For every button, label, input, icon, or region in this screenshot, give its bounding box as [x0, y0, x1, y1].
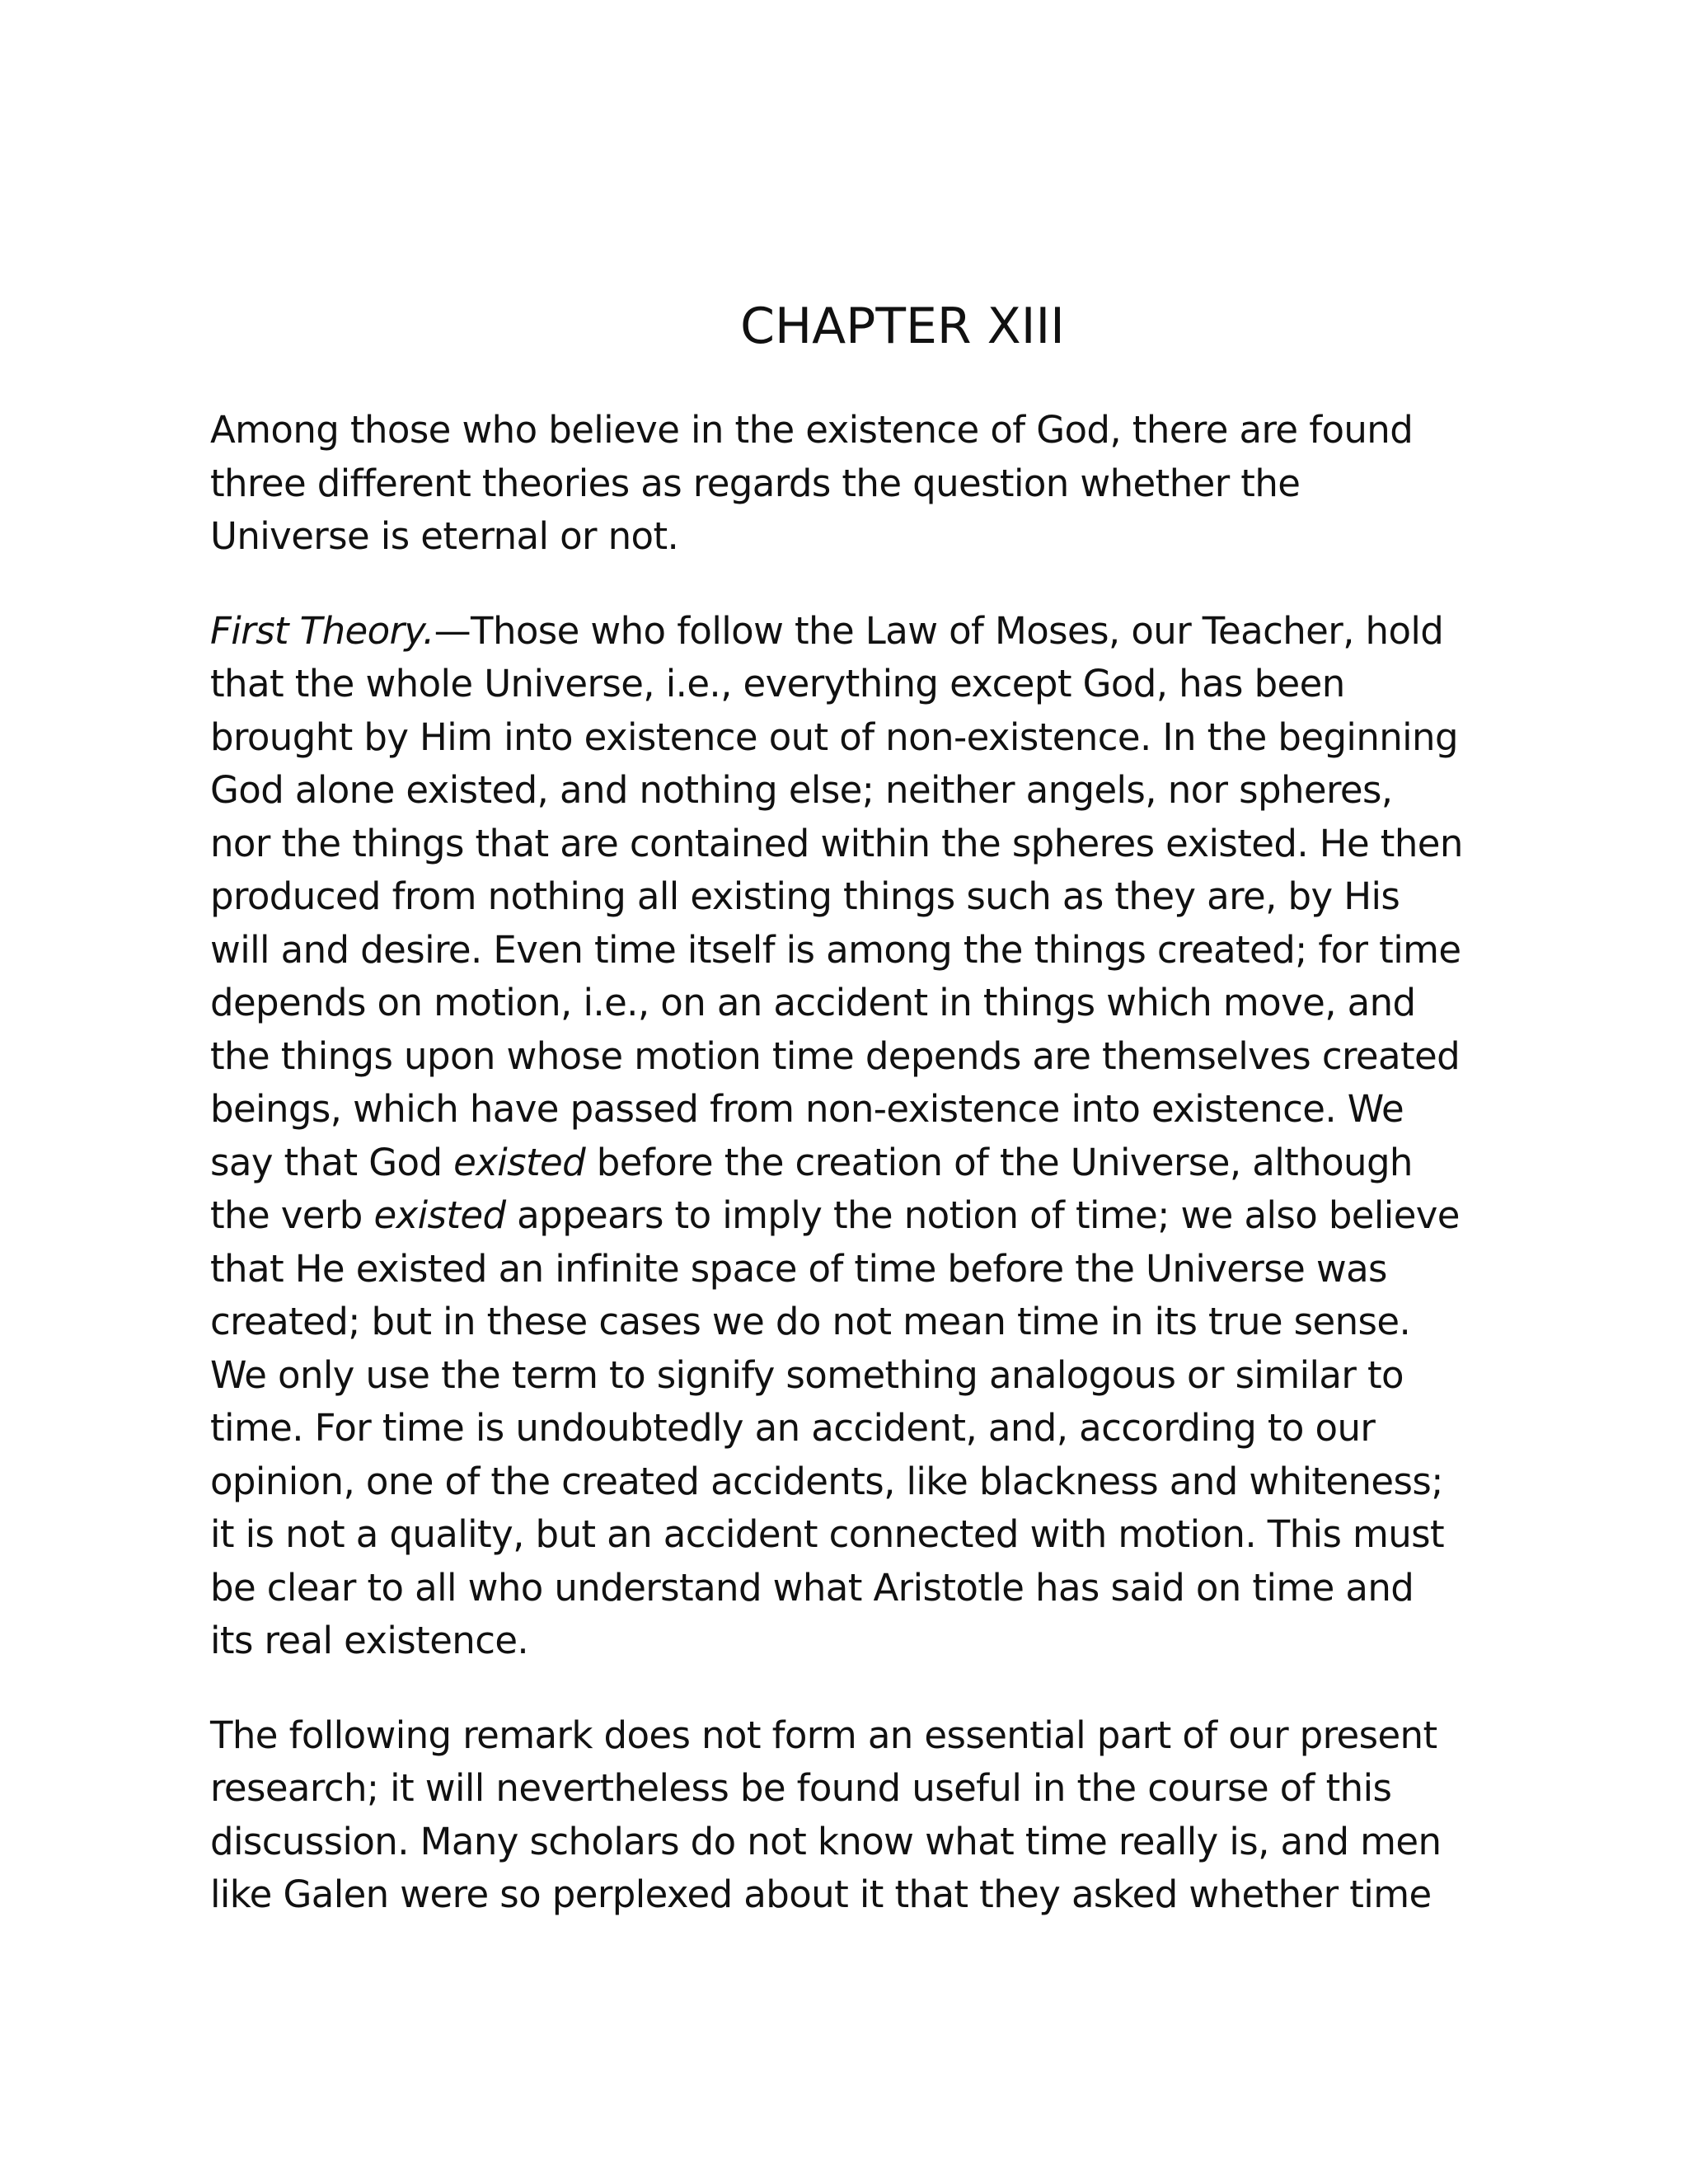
first-theory-heading: First Theory.: [210, 608, 434, 653]
text-line: it is not a quality, but an accident connected with motion. This must: [210, 1512, 1445, 1556]
text-line: three different theories as regards the question whether the: [210, 461, 1301, 505]
text-line: nor the things that are contained within the spheres existed. He then: [210, 821, 1463, 865]
document-page: [210, 297, 1496, 1963]
paragraph-first-theory: [210, 605, 1496, 1668]
text-line: brought by Him into existence out of non-existence. In the beginning: [210, 715, 1458, 759]
text-line: be clear to all who understand what Aristotle has said on time and: [210, 1565, 1414, 1610]
paragraph-remark: [210, 1709, 1496, 1922]
text-line: will and desire. Even time itself is among the things created; for time: [210, 927, 1461, 972]
chapter-title: CHAPTER XIII: [740, 298, 1065, 355]
text-line: produced from nothing all existing things such as they are, by His: [210, 874, 1400, 918]
text-line: research; it will nevertheless be found useful in the course of this: [210, 1766, 1392, 1810]
paragraph-intro: [210, 404, 1496, 564]
text-line: that He existed an infinite space of time before the Universe was: [210, 1246, 1387, 1291]
text-line: its real existence.: [210, 1619, 529, 1662]
text-line: The following remark does not form an essential part of our present: [210, 1713, 1437, 1757]
italic-word: existed: [453, 1140, 586, 1184]
text-line: Universe is eternal or not.: [210, 514, 679, 558]
text-line: that the whole Universe, i.e., everything except God, has been: [210, 662, 1345, 705]
text-line: like Galen were so perplexed about it that they asked whether time: [210, 1872, 1432, 1916]
text-line: God alone existed, and nothing else; neither angels, nor spheres,: [210, 768, 1393, 812]
text-line: the things upon whose motion time depends are themselves created: [210, 1033, 1461, 1078]
text-line: [210, 1137, 1496, 1190]
italic-word: existed: [373, 1193, 506, 1237]
text-line: Among those who believe in the existence of God, there are found: [210, 408, 1414, 452]
text-segment: the verb: [210, 1193, 374, 1237]
text-segment: before the creation of the Universe, although: [585, 1140, 1413, 1184]
text-line: depends on motion, i.e., on an accident in things which move, and: [210, 981, 1416, 1024]
text-line: We only use the term to signify something analogous or similar to: [210, 1352, 1404, 1397]
text-segment: —Those who follow the Law of Moses, our Teacher, hold: [434, 608, 1444, 653]
text-line: beings, which have passed from non-existence into existence. We: [210, 1087, 1404, 1131]
text-line: [210, 605, 1496, 658]
text-segment: appears to imply the notion of time; we also believe: [505, 1193, 1460, 1237]
text-line: time. For time is undoubtedly an accident, and, according to our: [210, 1406, 1376, 1450]
text-line: discussion. Many scholars do not know what time really is, and men: [210, 1819, 1442, 1863]
text-segment: say that God: [210, 1140, 454, 1184]
text-line: [210, 1189, 1496, 1243]
text-line: created; but in these cases we do not mean time in its true sense.: [210, 1300, 1411, 1343]
text-line: opinion, one of the created accidents, like blackness and whiteness;: [210, 1459, 1443, 1503]
